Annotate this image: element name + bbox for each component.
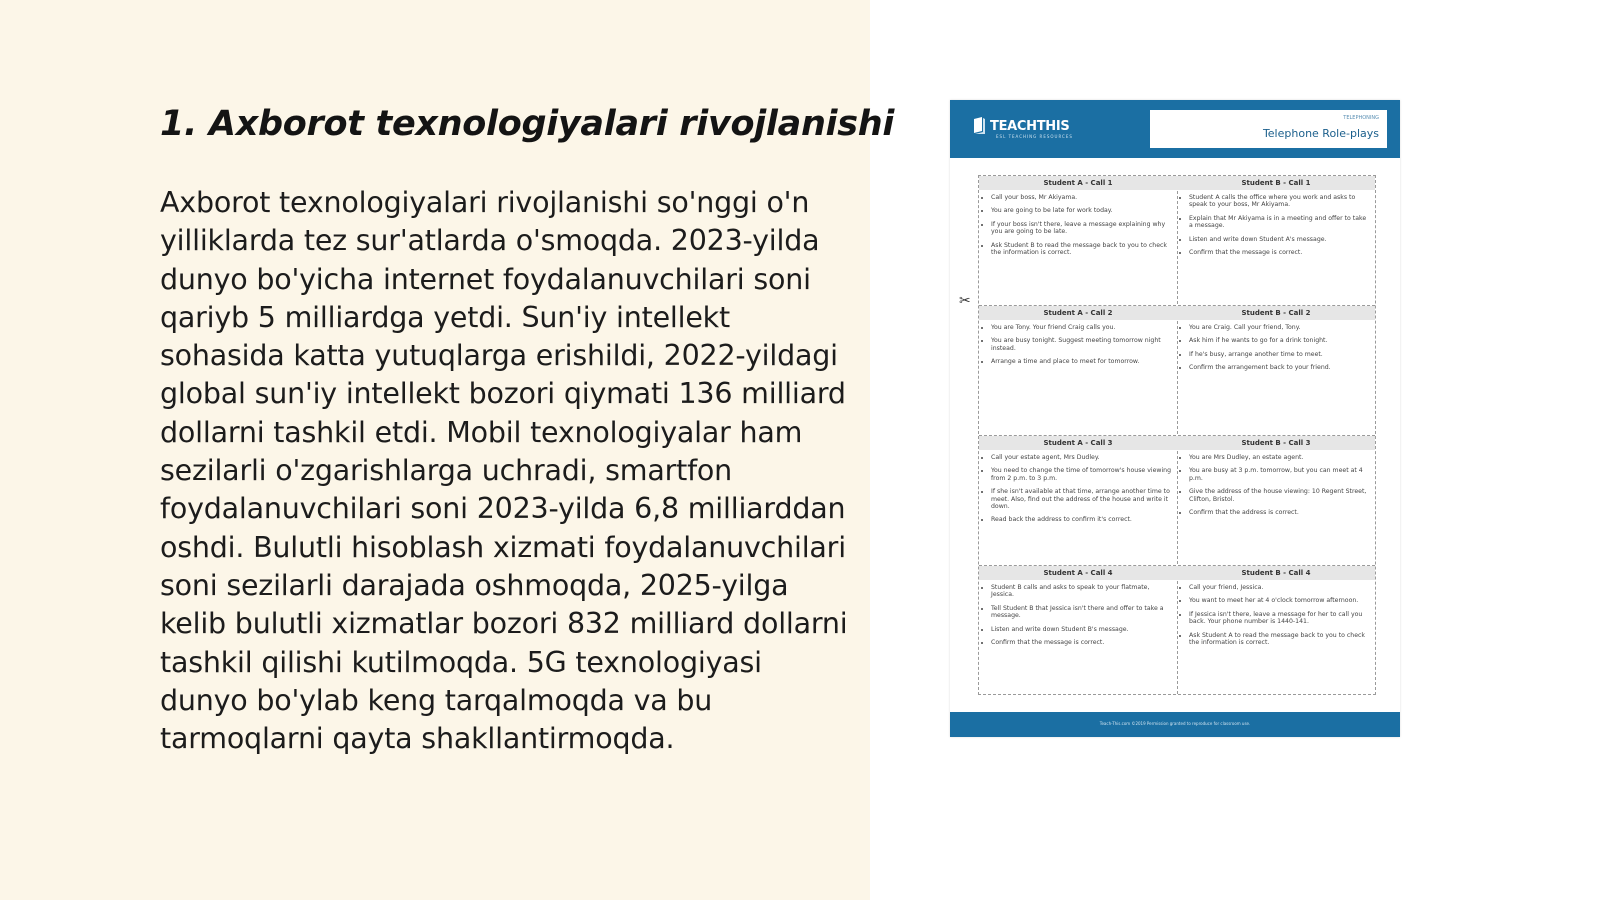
card-item: • You want to meet her at 4 o'clock tomorrow afternoon. (1189, 597, 1371, 604)
worksheet-card (1177, 436, 1375, 565)
card-heading: Student B - Call 3 (1177, 436, 1375, 450)
slide-title: 1. Axborot texnologiyalari rivojlanishi (160, 104, 895, 144)
card-item: • Confirm that the message is correct. (991, 639, 1173, 646)
worksheet-logo (972, 117, 1069, 135)
card-heading: Student B - Call 4 (1177, 566, 1375, 580)
worksheet-image (950, 100, 1400, 737)
card-item: • Confirm that the address is correct. (1189, 509, 1371, 516)
card-item: • Ask Student B to read the message back to you to check the information is correct. (991, 242, 1173, 257)
card-item: • Confirm that the message is correct. (1189, 249, 1371, 256)
card-item: • Listen and write down Student A's message. (1189, 236, 1371, 243)
card-item: • If your boss isn't there, leave a message explaining why you are going to be late. (991, 221, 1173, 236)
card-item: • If she isn't available at that time, arrange another time to meet. Also, find out the address of the house and write it down. (991, 488, 1173, 510)
card-item: • Student B calls and asks to speak to your flatmate, Jessica. (991, 584, 1173, 599)
worksheet-logo-subtitle: ESL TEACHING RESOURCES (996, 134, 1073, 139)
card-item: • Give the address of the house viewing: 10 Regent Street, Clifton, Bristol. (1189, 488, 1371, 503)
worksheet-card (1177, 566, 1375, 694)
card-item: • Read back the address to confirm it's correct. (991, 516, 1173, 523)
card-item: • Tell Student B that Jessica isn't there and offer to take a message. (991, 605, 1173, 620)
worksheet-header (950, 100, 1400, 158)
card-item: • You need to change the time of tomorrow's house viewing from 2 p.m. to 3 p.m. (991, 467, 1173, 482)
card-heading: Student B - Call 2 (1177, 306, 1375, 320)
card-item: • If he's busy, arrange another time to meet. (1189, 351, 1371, 358)
worksheet-card (979, 176, 1177, 305)
card-item: • Listen and write down Student B's message. (991, 626, 1173, 633)
card-item: • You are busy at 3 p.m. tomorrow, but you can meet at 4 p.m. (1189, 467, 1371, 482)
card-item: • You are Mrs Dudley, an estate agent. (1189, 454, 1371, 461)
card-item: • If Jessica isn't there, leave a message for her to call you back. Your phone number is 1440-141. (1189, 611, 1371, 626)
worksheet-footer (950, 712, 1400, 737)
card-item: • You are Tony. Your friend Craig calls you. (991, 324, 1173, 331)
worksheet-footer-text: Teach-This.com ©2019 Permission granted to reproduce for classroom use. (1099, 721, 1251, 726)
worksheet-grid (978, 175, 1376, 695)
book-icon (972, 117, 986, 135)
card-item: • Call your friend, Jessica. (1189, 584, 1371, 591)
card-item: • Ask Student A to read the message back to you to check the information is correct. (1189, 632, 1371, 647)
card-item: • You are going to be late for work today. (991, 207, 1173, 214)
card-item: • Call your estate agent, Mrs Dudley. (991, 454, 1173, 461)
slide-body-text: Axborot texnologiyalari rivojlanishi so'nggi o'n yilliklarda tez sur'atlarda o'smoqda. 2023-yilda dunyo bo'yicha internet foydalanuvchilari soni qariyb 5 milliardga yetdi. Sun'iy intellekt sohasida katta yutuqlarga erishildi, 2022-yildagi global sun'iy intellekt bozori qiymati 136 milliard dollarni tashkil etdi. Mobil texnologiyalar ham sezilarli o'zgarishlarga uchradi, smartfon foydalanuvchilari soni 2023-yilda 6,8 milliarddan oshdi. Bulutli hisoblash xizmati foydalanuvchilari soni sezilarli darajada oshmoqda, 2025-yilga kelib bulutli xizmatlar bozori 832 milliard dollarni tashkil qilishi kutilmoqda. 5G texnologiyasi dunyo bo'ylab keng tarqalmoqda va bu tarmoqlarni qayta shakllantirmoqda. (160, 186, 848, 756)
card-item: • Explain that Mr Akiyama is in a meeting and offer to take a message. (1189, 215, 1371, 230)
worksheet-category: TELEPHONING (1343, 115, 1379, 121)
card-item: • Call your boss, Mr Akiyama. (991, 194, 1173, 201)
card-item: • Ask him if he wants to go for a drink tonight. (1189, 337, 1371, 344)
worksheet-title-box (1150, 110, 1387, 148)
card-item: • Student A calls the office where you work and asks to speak to your boss, Mr Akiyama. (1189, 194, 1371, 209)
card-heading: Student A - Call 3 (979, 436, 1177, 450)
worksheet-card (979, 566, 1177, 694)
worksheet-card (1177, 306, 1375, 435)
card-heading: Student A - Call 4 (979, 566, 1177, 580)
worksheet-card (1177, 176, 1375, 305)
worksheet-card (979, 306, 1177, 435)
scissors-icon: ✂ (959, 293, 971, 309)
card-heading: Student B - Call 1 (1177, 176, 1375, 190)
worksheet-card (979, 436, 1177, 565)
card-heading: Student A - Call 2 (979, 306, 1177, 320)
card-item: • You are Craig. Call your friend, Tony. (1189, 324, 1371, 331)
card-heading: Student A - Call 1 (979, 176, 1177, 190)
card-item: • You are busy tonight. Suggest meeting tomorrow night instead. (991, 337, 1173, 352)
card-item: • Confirm the arrangement back to your friend. (1189, 364, 1371, 371)
worksheet-title: Telephone Role-plays (1262, 127, 1379, 140)
card-item: • Arrange a time and place to meet for tomorrow. (991, 358, 1173, 365)
worksheet-logo-text: TEACHTHIS (990, 118, 1070, 134)
